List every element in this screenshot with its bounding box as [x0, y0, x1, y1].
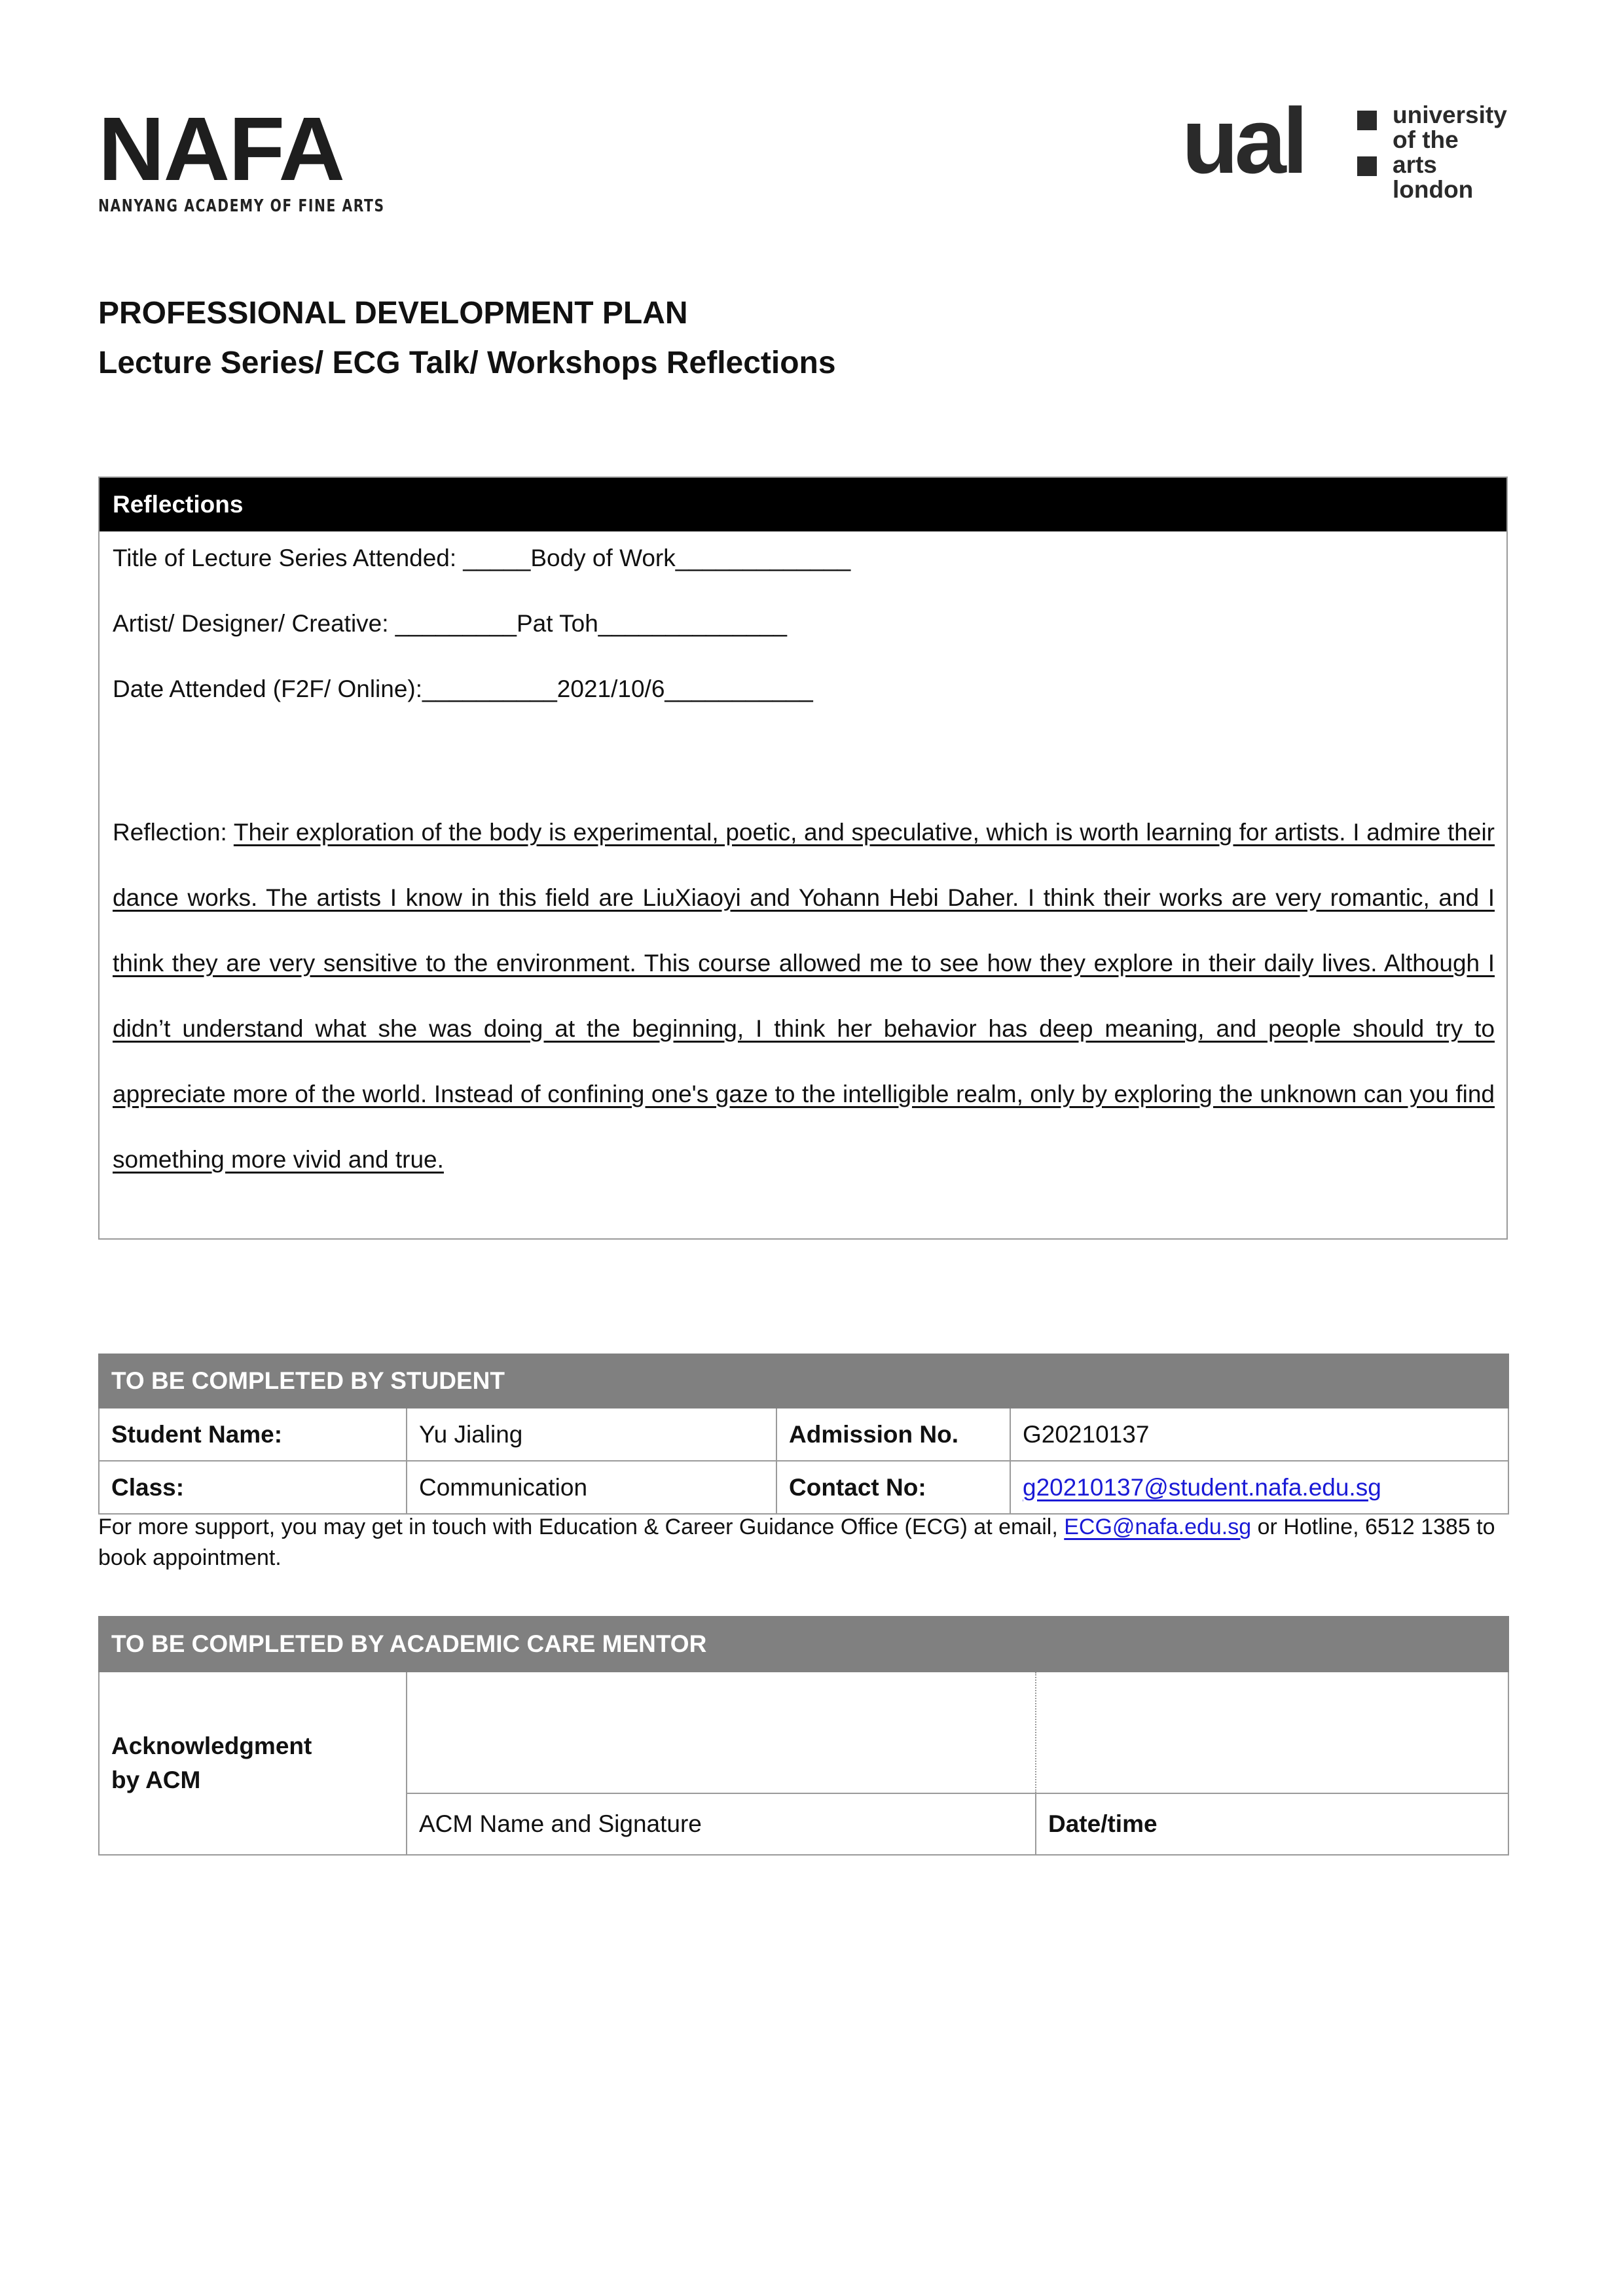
- nafa-logo-word: NAFA: [98, 99, 344, 200]
- ual-logo-text: [1393, 103, 1507, 202]
- ual-logo: [1182, 89, 1507, 203]
- student-table-header: TO BE COMPLETED BY STUDENT: [99, 1354, 1508, 1408]
- ual-logo-line-1: university: [1393, 101, 1507, 128]
- student-name-value: Yu Jialing: [407, 1408, 776, 1461]
- acm-table: [98, 1616, 1509, 1856]
- reflection-label: Reflection:: [113, 819, 227, 846]
- acm-date-label: Date/time: [1036, 1793, 1508, 1855]
- acm-ack-line-1: Acknowledgment: [111, 1732, 312, 1759]
- page-subtitle: Lecture Series/ ECG Talk/ Workshops Reflections: [98, 346, 836, 380]
- contact-email-link[interactable]: g20210137@student.nafa.edu.sg: [1023, 1473, 1381, 1501]
- acm-table-header: TO BE COMPLETED BY ACADEMIC CARE MENTOR: [99, 1617, 1508, 1672]
- support-text-after: or Hotline, 6512 1385 to book appointment.: [98, 1515, 1495, 1570]
- nafa-logo: [98, 99, 385, 216]
- ecg-email-link[interactable]: ECG@nafa.edu.sg: [1064, 1515, 1252, 1539]
- ual-logo-mark: ual: [1182, 89, 1305, 193]
- acm-ack-line-2: by ACM: [111, 1767, 201, 1793]
- support-text-before: For more support, you may get in touch with Education & Career Guidance Office (ECG) at email,: [98, 1515, 1065, 1539]
- admission-label: Admission No.: [776, 1408, 1010, 1461]
- reflections-box: [98, 476, 1508, 1240]
- page-title: PROFESSIONAL DEVELOPMENT PLAN: [98, 296, 688, 331]
- admission-value: G20210137: [1010, 1408, 1508, 1461]
- ual-logo-line-2: of the arts: [1393, 126, 1459, 178]
- class-label: Class:: [99, 1461, 407, 1514]
- student-name-label: Student Name:: [99, 1408, 407, 1461]
- reflection-paragraph: [113, 800, 1495, 1193]
- class-value: Communication: [407, 1461, 776, 1514]
- ual-logo-line-3: london: [1393, 176, 1474, 203]
- ual-logo-colon-icon: [1355, 101, 1381, 180]
- nafa-logo-subtitle: NANYANG ACADEMY OF FINE ARTS: [98, 196, 385, 216]
- contact-label: Contact No:: [776, 1461, 1010, 1514]
- student-table: [98, 1354, 1509, 1515]
- reflections-header: Reflections: [100, 478, 1506, 531]
- support-note: [98, 1512, 1508, 1573]
- date-attended-field: Date Attended (F2F/ Online):__________2021/10/6___________: [113, 675, 813, 702]
- artist-field: Artist/ Designer/ Creative: _________Pat Toh______________: [113, 610, 787, 637]
- lecture-series-field: Title of Lecture Series Attended: _____Body of Work_____________: [113, 545, 851, 571]
- acm-signature-field[interactable]: [407, 1672, 1036, 1793]
- acm-acknowledgment-label: [99, 1672, 407, 1855]
- acm-date-field[interactable]: [1036, 1672, 1508, 1793]
- acm-name-signature-label: ACM Name and Signature: [407, 1793, 1036, 1855]
- contact-cell: [1010, 1461, 1508, 1514]
- reflection-text: Their exploration of the body is experimental, poetic, and speculative, which is worth learning for artists. I admire their dance works. The artists I know in this field are LiuXiaoyi and Yohann Hebi Daher. I think their works are very romantic, and I think they are very sensitive to the environment. This course allowed me to see how they explore in their daily lives. Although I didn’t understand what she was doing at the beginning, I think her behavior has deep meaning, and people should try to appreciate more of the world. Instead of confining one's gaze to the intelligible realm, only by exploring the unknown can you find something more vivid and true.: [113, 819, 1495, 1173]
